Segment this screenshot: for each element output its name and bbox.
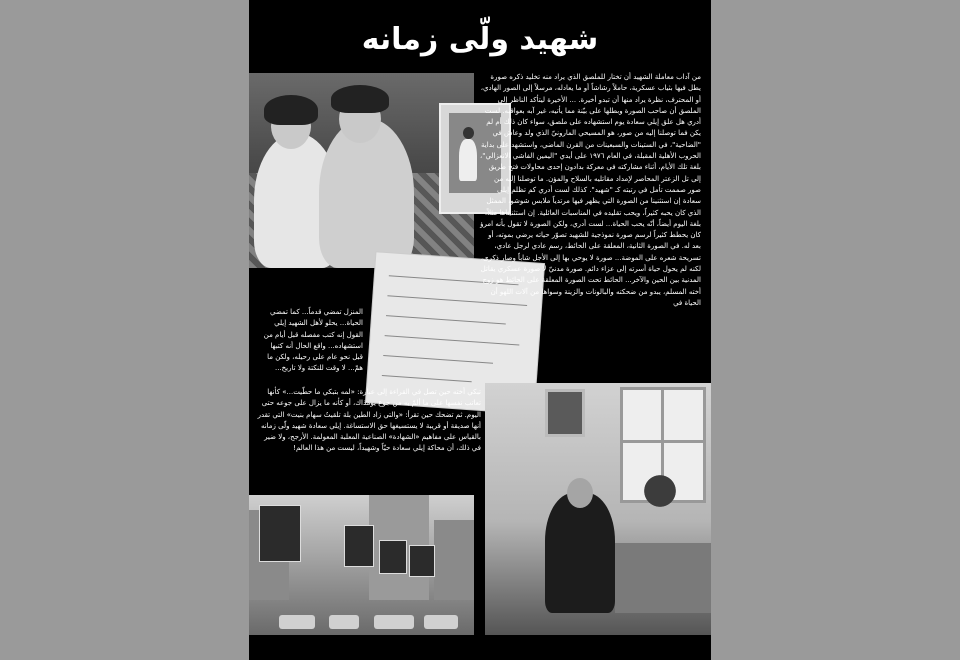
wall-portrait: [545, 389, 585, 437]
main-paragraph: من آداب معاملة الشهيد أن تختار للملصق الذي يراد منه تخليد ذكره صورة يطل فيها بثياب عسكرية، حاملاً رشاشاً أو ما يعادله، مرسلاً إلى الصور الهادي، أو المحترف، نظرة يراد منها أن تبدو أخيرة. ... الأخيرة ليتأكد الناظر إلى الملصق أن صاحب الصورة وبطلها على بيّنة مما يأتيه، غير آبه بعواقبه. لست أدري هل علق إيلي سعادة يوم استشهاده على ملصق، سواء كان ذلك أم لم يكن فما توصلنا إليه من صور، هو المسيحي المارونيّ الذي ولد وعاش في "الضاحية"، في الستينات والسبعينات من القرن الماضي، واستشهد على بداية الحروب الأهلية المقبلة، في العام ١٩٧٦ على أيدي "اليمين الفاشي الانعزالي"، بلغة تلك الأيام، أثناء مشاركته في معركة بدادون إحدى محاولات فتح طريق إلى تل الزعتر المحاصر لإمداد مقاتليه بالسلاح والمؤن. ما توصلنا إليه من صور صممت تأمل في رتبته كـ "شهيد". كذلك لست أدري كم تظلم إيلي سعادة إن استثنينا من الصورة التي يظهر فيها مرتدياً ملابس شوشو، الممثل الذي كان يحبه كثيراً، ويحب تقليده في المناسبات العائلية. إن استثنيناها مثلاً، بلغة اليوم أيضاً، أنّه يحب الحياة... لست أدري، ولكن الصورة لا تقول بأنه امرؤ كان يحطط كثيراً لرسم صورة نموذجية للشهيد تصوّر حياته يرضي بموته، أو بعد له. في الصورة الثانية، المعلقة على الحائط، رسم عادي لرجل عادي، تسريحة شعره على الموضة... صورة لا يوحي بها إلى الأجل شاباً وصار ذكرى، لكنه لم يحول حياة أسرته إلى عزاء دائم. صورة مدنيّ لا صورة عسكري يقاتل المدنية بين الحين والآخر... الحائط تحت الصورة المعلقة على الحائط هو زوج أخته المسلم، يبدو من ضحكته والبالونات والزينة وسواها من آلات اللهو أن الحياة في: [480, 73, 701, 307]
article-title: شهيد ولّى زمانه: [361, 22, 599, 57]
article-page: [249, 0, 711, 660]
article-body-lower: [257, 387, 481, 455]
street-posters-photo: [249, 495, 474, 635]
side-paragraph: المنزل تمضي قدماً... كما تمضي الحياة... يحلو لأهل الشهيد إيلي القول إنه كتب مفصله قبل أيام من استشهاده... واقع الحال أنه كتبها قبل نحو عام على رحيله، ولكن ما همّ... لا وقت للنكتة ولا تاريخ...: [263, 308, 363, 373]
article-body-main: [479, 72, 701, 309]
lower-paragraph: تبكي أخته حين تصل في القراءة إلى عبارة: «لمه بتبكي ما حطّيت...» كأنها تعاتب نفسها على ما ألمّ به من جوع يومذاك، أو كأنه ما يزال على جوعه حتى اليوم. ثم تضحك حين تقرأ: «والتي زاد الطين بلة تلقيتُ سهام بنيت» التي تقدر أنها صديقة أو قريبة لا يستسيغها حق الاستساغة. إيلي سعادة شهيد ولّى زمانه بالقياس على مفاهيم «الشهادة» الصناعية المعلبة المعولمة. الأرجح، ولا ضير في ذلك، أن محاكة إيلي سعادة حيّاً وشهيداً، ليست من هذا العالم!: [257, 388, 481, 453]
article-body-side: [263, 307, 363, 375]
living-room-photo: [485, 383, 711, 635]
